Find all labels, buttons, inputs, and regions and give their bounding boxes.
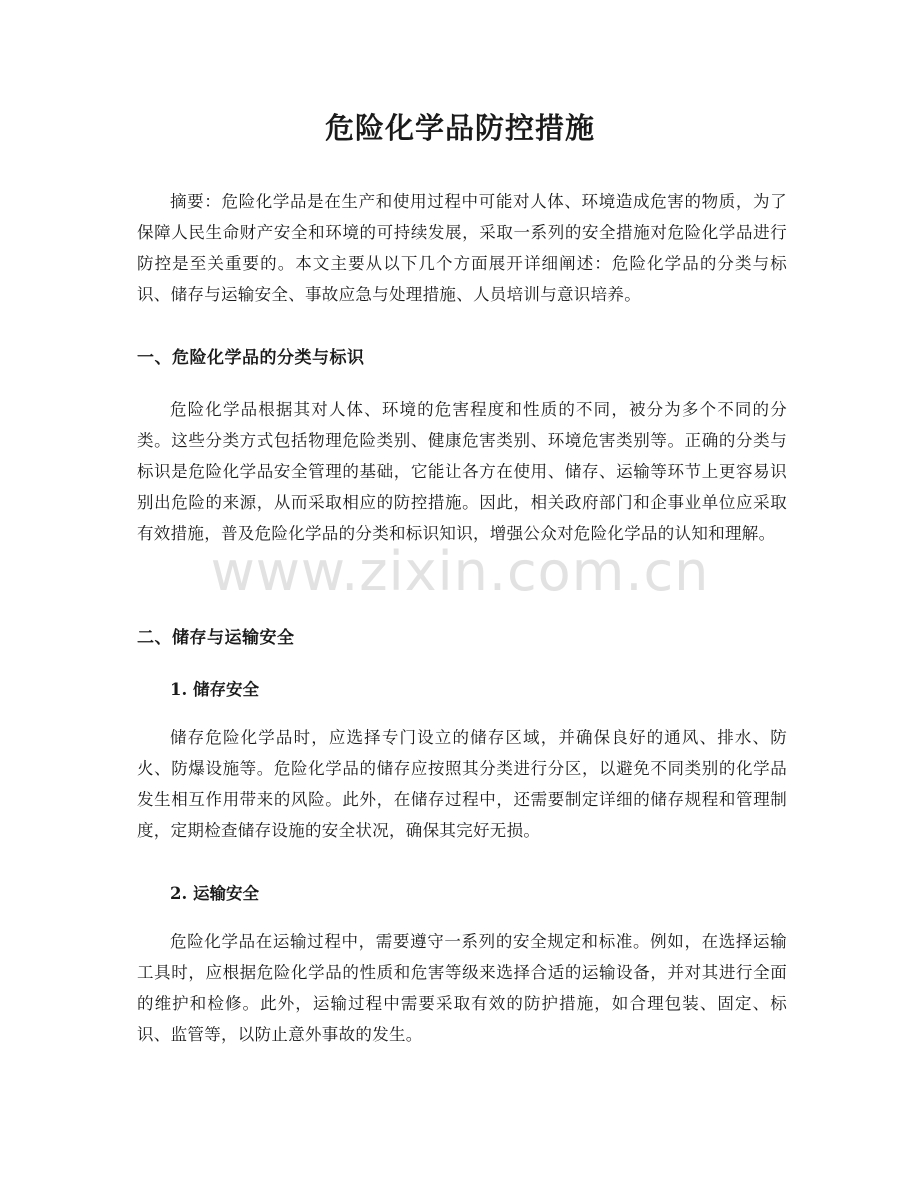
subsection-storage-paragraph: 储存危险化学品时，应选择专门设立的储存区域，并确保良好的通风、排水、防火、防爆设施等。危险化学品的储存应按照其分类进行分区，以避免不同类别的化学品发生相互作用带来的风险。此外，在储存过程中，还需要制定详细的储存规程和管理制度，定期检查储存设施的安全状况，确保其完好无损。 <box>137 728 787 840</box>
subsection-transport-heading: 2. 运输安全 <box>170 884 259 903</box>
document-title: 危险化学品防控措施 <box>324 111 595 145</box>
abstract-paragraph: 摘要：危险化学品是在生产和使用过程中可能对人体、环境造成危害的物质，为了保障人民生命财产安全和环境的可持续发展，采取一系列的安全措施对危险化学品进行防控是至关重要的。本文主要从以下几个方面展开详细阐述：危险化学品的分类与标识、储存与运输安全、事故应急与处理措施、人员培训与意识培养。 <box>137 192 787 304</box>
section-1-heading: 一、危险化学品的分类与标识 <box>137 348 365 368</box>
section-1-paragraph: 危险化学品根据其对人体、环境的危害程度和性质的不同，被分为多个不同的分类。这些分类方式包括物理危险类别、健康危害类别、环境危害类别等。正确的分类与标识是危险化学品安全管理的基础，它能让各方在使用、储存、运输等环节上更容易识别出危险的来源，从而采取相应的防控措施。因此，相关政府部门和企事业单位应采取有效措施，普及危险化学品的分类和标识知识，增强公众对危险化学品的认知和理解。 <box>137 400 787 543</box>
section-2-heading: 二、储存与运输安全 <box>137 628 295 648</box>
subsection-transport-paragraph: 危险化学品在运输过程中，需要遵守一系列的安全规定和标准。例如，在选择运输工具时，应根据危险化学品的性质和危害等级来选择合适的运输设备，并对其进行全面的维护和检修。此外，运输过程中需要采取有效的防护措施，如合理包装、固定、标识、监管等，以防止意外事故的发生。 <box>137 932 787 1044</box>
subsection-storage-heading: 1. 储存安全 <box>170 680 259 699</box>
watermark: www.zixin.com.cn <box>210 540 710 603</box>
